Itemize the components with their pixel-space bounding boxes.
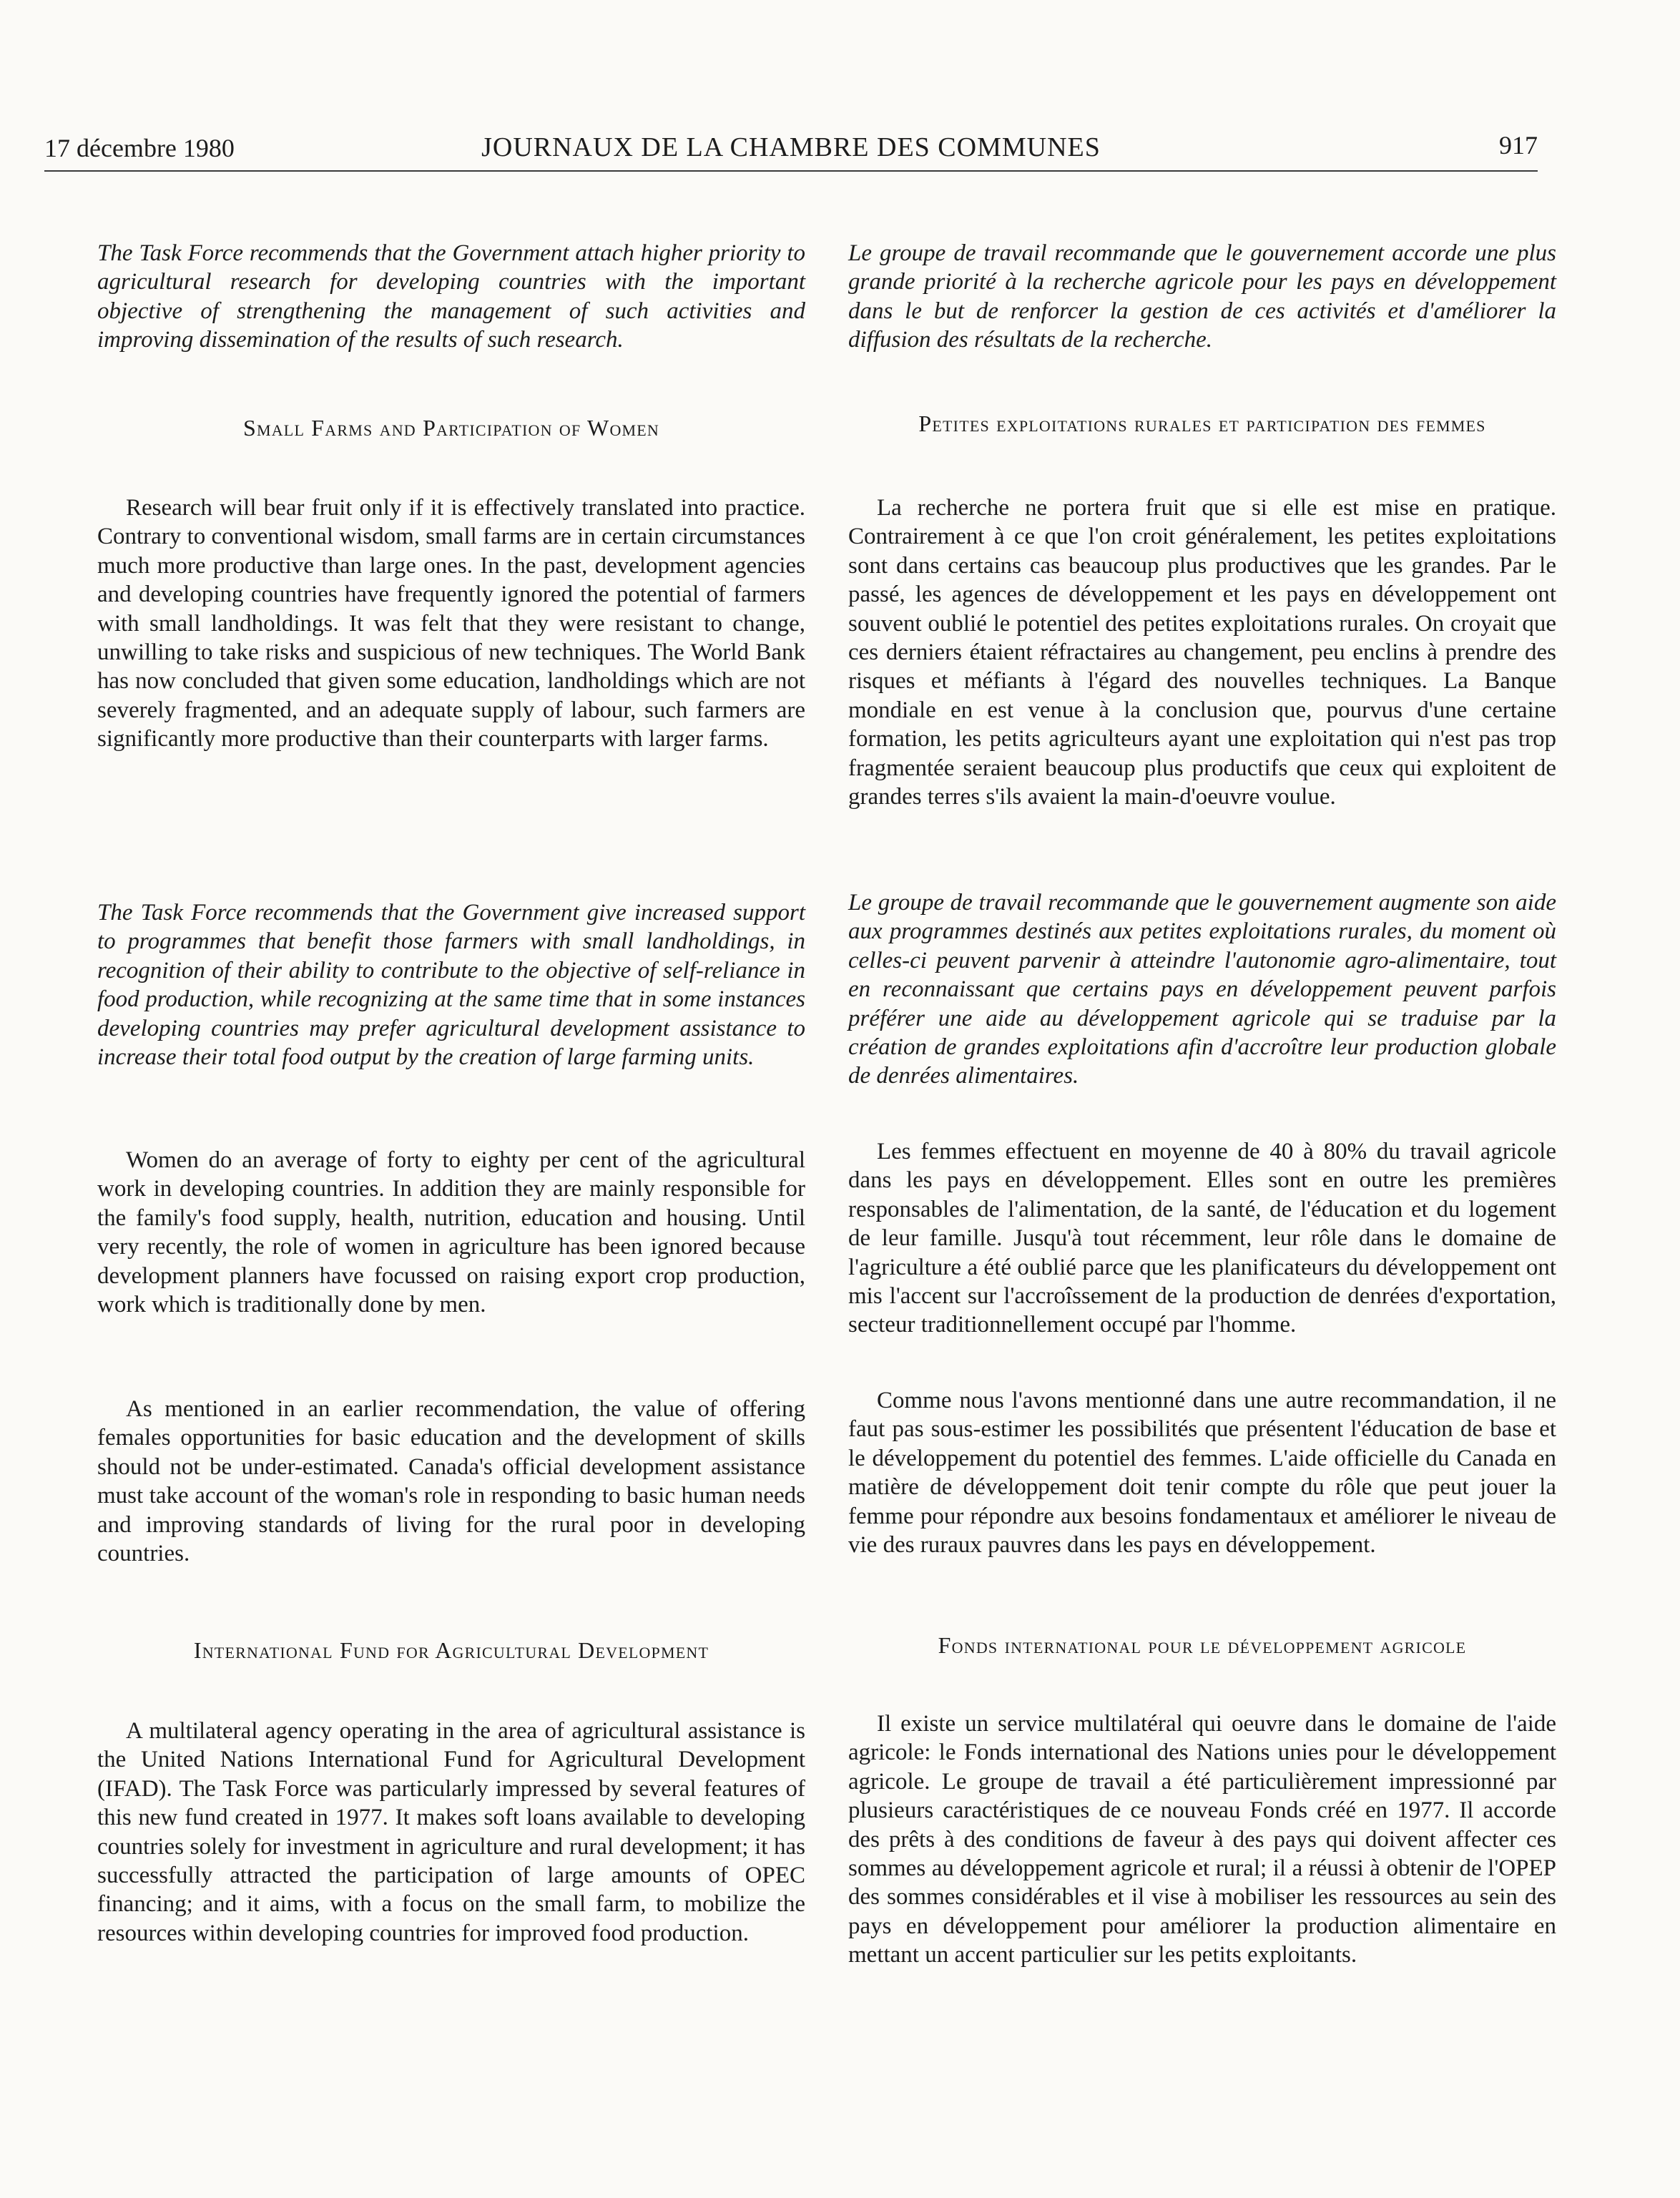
paragraphe-femmes: Les femmes effectuent en moyenne de 40 à 80% du travail agricole dans les pays en développement. Elles sont en outre les premières responsables de l'alimentation, de la santé, de l'éducation et du logement de leur famille. Jusqu'à tout récemment, leur rôle dans le domaine de l'agriculture a été oublié parce que les planificateurs du développement ont mis l'accent sur l'accroîssement de la production de denrées d'exportation, secteur traditionnellement occupé par l'homme.	[848, 1139, 1556, 1338]
header-title: JOURNAUX DE LA CHAMBRE DES COMMUNES	[481, 132, 1101, 162]
paragraph-small-farms: Research will bear fruit only if it is effectively translated into practice. Contrary to conventional wisdom, small farms are in certain circumstances much more productive than large ones. In the past, development agencies and developing countries have frequently ignored the potential of farmers with small landholdings. It was felt that they were resistant to change, unwilling to take risks and suspicious of new techniques. The World Bank has now concluded that given some education, landholdings which are not severely fragmented, and an adequate supply of labour, such farmers are significantly more productive than their counterparts with larger farms.	[97, 495, 805, 752]
recommendation-small-landholdings: The Task Force recommends that the Government give increased support to programmes that benefit those farmers with small landholdings, in recognition of their ability to contribute to the objective of self-reliance in food production, while recognizing at the same time that in some instances developing countries may prefer agricultural development assistance to increase their total food output by the creation of large farming units.	[97, 900, 805, 1071]
recommandation-recherche: Le groupe de travail recommande que le gouvernement accorde une plus grande priorité à la recherche agricole pour les pays en développement dans le but de renforcer la gestion de ces activités et d'améliorer la diffusion des résultats de la recherche.	[848, 240, 1556, 353]
paragraphe-petites-exploitations: La recherche ne portera fruit que si elle est mise en pratique. Contrairement à ce que l'on croit généralement, les petites exploitations sont dans certains cas beaucoup plus productives que les grandes. Par le passé, les agences de développement et les pays en développement ont souvent oublié le potentiel des petites exploitations rurales. On croyait que ces derniers étaient réfractaires au changement, peu enclins à prendre des risques et méfiants à l'égard des nouvelles techniques. La Banque mondiale en est venue à la conclusion que, pourvus d'une certaine formation, les petits agriculteurs ayant une exploitation qui n'est pas trop fragmentée seraient beaucoup plus productifs que ceux qui exploitent de grandes terres s'ils avaient la main-d'oeuvre voulue.	[848, 495, 1556, 810]
page-header	[44, 126, 1538, 172]
page-number: 917	[1499, 131, 1538, 160]
section-heading-small-farms: Small Farms and Participation of Women	[242, 415, 660, 441]
paragraph-ifad: A multilateral agency operating in the area of agricultural assistance is the United Nations International Fund for Agricultural Development (IFAD). The Task Force was particularly impressed by several features of this new fund created in 1977. It makes soft loans available to developing countries solely for investment in agriculture and rural development; it has successfully attracted the participation of large amounts of OPEC financing; and it aims, with a focus on the small farm, to mobilize the resources within developing countries for improved food production.	[97, 1718, 805, 1946]
section-heading-petites-exploitations: Petites exploitations rurales et participation des femmes	[918, 411, 1486, 436]
recommandation-petites-exploitations: Le groupe de travail recommande que le gouvernement augmente son aide aux programmes destinés aux petites exploitations rurales, du moment où celles-ci peuvent parvenir à atteindre l'autonomie agro-alimentaire, tout en reconnaissant que certains pays en développement peuvent parfois préférer une aide au développement agricole qui se traduise par la création de grandes exploitations afin d'accroître leur production globale de denrées alimentaires.	[848, 890, 1556, 1089]
section-heading-fonds: Fonds international pour le développement agricole	[938, 1632, 1467, 1658]
recommendation-research: The Task Force recommends that the Government attach higher priority to agricultural research for developing countries with the important objective of strengthening the management of such activities and improving dissemination of the results of such research.	[97, 240, 805, 353]
paragraphe-fonds: Il existe un service multilatéral qui oeuvre dans le domaine de l'aide agricole: le Fonds international des Nations unies pour le développement agricole. Le groupe de travail a été particulièrement impressionné par plusieurs caractéristiques de ce nouveau Fonds créé en 1977. Il accorde des prêts à des conditions de faveur à des pays qui doivent affecter ces sommes au développement agricole et rural; il a réussi à obtenir de l'OPEP des sommes considérables et il vise à mobiliser les ressources au sein des pays en développement pour améliorer la production alimentaire en mettant un accent particulier sur les petits exploitants.	[848, 1711, 1556, 1968]
header-date: 17 décembre 1980	[44, 134, 235, 162]
paragraphe-femmes-education: Comme nous l'avons mentionné dans une autre recommandation, il ne faut pas sous-estimer les possibilités que présentent l'éducation de base et le développement du potentiel des femmes. L'aide officielle du Canada en matière de développement doit tenir compte du rôle que peut jouer la femme pour répondre aux besoins fondamentaux et améliorer le niveau de vie des ruraux pauvres dans les pays en développement.	[848, 1388, 1556, 1559]
paragraph-women-education: As mentioned in an earlier recommendation, the value of offering females opportunities for basic education and the development of skills should not be under-estimated. Canada's official development assistance must take account of the woman's role in responding to basic human needs and improving standards of living for the rural poor in developing countries.	[97, 1396, 805, 1567]
paragraph-women: Women do an average of forty to eighty per cent of the agricultural work in developing countries. In addition they are mainly responsible for the family's food supply, health, nutrition, education and housing. Until very recently, the role of women in agriculture has been ignored because development planners have focussed on raising export crop production, work which is traditionally done by men.	[97, 1147, 805, 1318]
section-heading-ifad: International Fund for Agricultural Development	[193, 1637, 709, 1663]
